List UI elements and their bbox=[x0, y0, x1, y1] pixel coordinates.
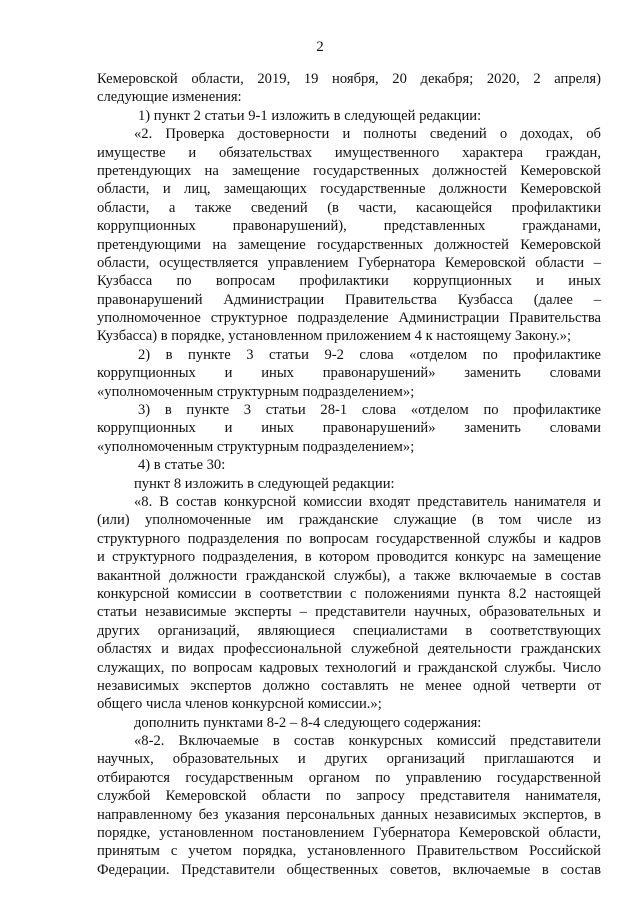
text-line: «уполномоченным структурным подразделением»; bbox=[97, 383, 415, 400]
text-line: претендующими на замещение государственных должностей Кемеровской bbox=[97, 236, 601, 253]
text-line: 1) пункт 2 статьи 9-1 изложить в следующей редакции: bbox=[138, 107, 482, 124]
document-body bbox=[97, 70, 601, 879]
text-line: области, осуществляется управлением Губернатора Кемеровской области – bbox=[97, 254, 601, 271]
text-line: принятым с учетом порядка, установленного Правительством Российской bbox=[97, 843, 601, 860]
text-line: Кузбасса по вопросам профилактики коррупционных и иных bbox=[97, 273, 601, 290]
page-number: 2 bbox=[316, 39, 324, 55]
text-line: отбираются государственным органом по управлению государственной bbox=[97, 769, 601, 786]
text-line: других организаций, являющиеся специалистами в соответствующих bbox=[97, 622, 601, 639]
text-line: «2. Проверка достоверности и полноты сведений о доходах, об bbox=[134, 126, 601, 143]
text-line: области, а также сведений (в части, касающейся профилактики bbox=[97, 199, 601, 216]
text-line: Федерации. Представители общественных советов, включаемые в состав bbox=[97, 861, 601, 878]
text-line: следующие изменения: bbox=[97, 89, 242, 106]
text-line: правонарушений Администрации Правительства Кузбасса (далее – bbox=[97, 291, 601, 308]
text-line: порядке, установленном постановлением Губернатора Кемеровской области, bbox=[97, 825, 601, 842]
text-line: и структурного подразделения, в котором проводится конкурс на замещение bbox=[97, 549, 601, 566]
text-line: коррупционных правонарушений), представленных гражданами, bbox=[97, 218, 601, 235]
text-line: общего числа членов конкурсной комиссии.»; bbox=[97, 696, 382, 713]
text-line: пункт 8 изложить в следующей редакции: bbox=[134, 475, 395, 492]
text-line: областях и видах профессиональной служебной деятельности гражданских bbox=[97, 641, 601, 658]
text-line: претендующих на замещение государственных должностей Кемеровской bbox=[97, 162, 601, 179]
text-line: дополнить пунктами 8-2 – 8-4 следующего содержания: bbox=[134, 714, 482, 731]
text-line: Кузбасса) в порядке, установленном приложением 4 к настоящему Закону.»; bbox=[97, 328, 572, 345]
text-line: «уполномоченным структурным подразделением»; bbox=[97, 438, 415, 455]
text-line: службой Кемеровской области по запросу представителя нанимателя, bbox=[97, 788, 601, 805]
text-line: коррупционных и иных правонарушений» заменить словами bbox=[97, 365, 601, 382]
text-line: имуществе и обязательствах имущественного характера граждан, bbox=[97, 144, 601, 161]
text-line: структурного подразделения по вопросам государственной службы и кадров bbox=[97, 530, 601, 547]
text-line: (или) уполномоченные им гражданские служащие (в том числе из bbox=[97, 512, 601, 529]
text-line: Кемеровской области, 2019, 19 ноября, 20 декабря; 2020, 2 апреля) bbox=[97, 71, 601, 87]
text-line: вакантной должности гражданской службы), а также включаемые в состав bbox=[97, 567, 601, 584]
text-line: служащих, по вопросам кадровых технологий и гражданской службы. Число bbox=[97, 659, 601, 676]
text-line: «8. В состав конкурсной комиссии входят представитель нанимателя и bbox=[134, 493, 601, 510]
text-line: направленному без указания персональных данных независимых экспертов, в bbox=[97, 806, 601, 823]
text-line: уполномоченное структурное подразделение Администрации Правительства bbox=[97, 310, 601, 327]
text-line: научных, образовательных и других организаций приглашаются и bbox=[97, 751, 601, 768]
text-line: «8-2. Включаемые в состав конкурсных комиссий представители bbox=[134, 733, 601, 750]
text-line: статьи независимые эксперты – представители научных, образовательных и bbox=[97, 604, 601, 621]
text-line: 2) в пункте 3 статьи 9-2 слова «отделом по профилактике bbox=[138, 346, 601, 363]
text-line: коррупционных и иных правонарушений» заменить словами bbox=[97, 420, 601, 437]
text-line: 3) в пункте 3 статьи 28-1 слова «отделом по профилактике bbox=[138, 402, 601, 419]
text-line: независимых экспертов должно составлять не менее одной четверти от bbox=[97, 677, 601, 694]
text-line: области, и лиц, замещающих государственные должности Кемеровской bbox=[97, 181, 601, 198]
text-line: конкурсной комиссии в соответствии с положениями пункта 8.2 настоящей bbox=[97, 585, 601, 602]
text-line: 4) в статье 30: bbox=[138, 457, 226, 474]
